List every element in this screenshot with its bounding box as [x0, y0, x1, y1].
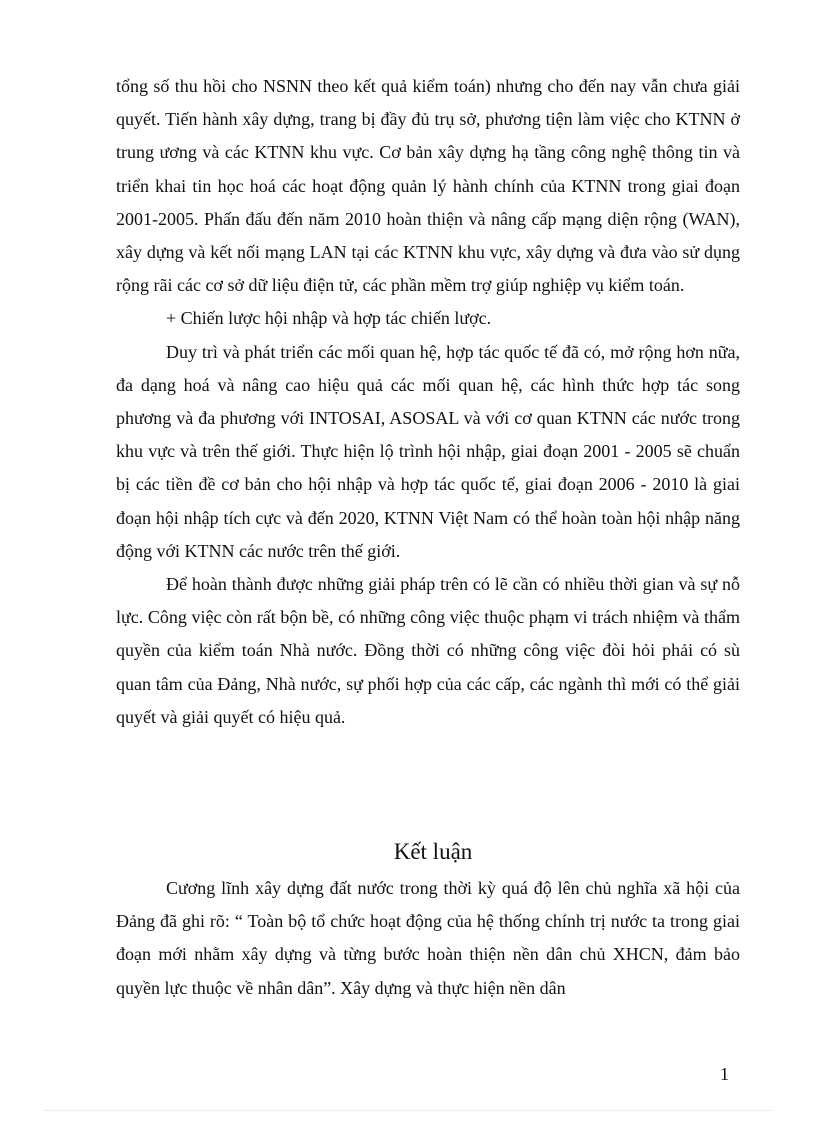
- conclusion-heading: Kết luận: [393, 839, 473, 865]
- paragraph-strategy-heading: + Chiến lược hội nhập và hợp tác chiến lược.: [166, 308, 492, 329]
- page-bottom-rule: [44, 1110, 772, 1111]
- document-body: [116, 70, 740, 1005]
- paragraph-conclusion: Cương lĩnh xây dựng đất nước trong thời kỳ quá độ lên chủ nghĩa xã hội của Đảng đã ghi rõ: “ Toàn bộ tổ chức hoạt động của hệ thống chính trị nước ta trong giai đoạn mới nhằm xây dựng và từng bước hoàn thiện nền dân chủ XHCN, đảm bảo quyền lực thuộc về nhân dân”. Xây dựng và thực hiện nền dân: [116, 878, 740, 998]
- paragraph-international-cooperation: Duy trì và phát triển các mối quan hệ, hợp tác quốc tế đã có, mở rộng hơn nữa, đa dạng hoá và nâng cao hiệu quả các mối quan hệ, các hình thức hợp tác song phương và đa phương với INTOSAI, ASOSAL và với cơ quan KTNN các nước trong khu vực và trên thế giới. Thực hiện lộ trình hội nhập, giai đoạn 2001 - 2005 sẽ chuẩn bị các tiền đề cơ bản cho hội nhập và hợp tác quốc tế, giai đoạn 2006 - 2010 là giai đoạn hội nhập tích cực và đến 2020, KTNN Việt Nam có thể hoàn toàn hội nhập năng động với KTNN các nước trên thế giới.: [116, 341, 740, 561]
- paragraph-continuation: tổng số thu hồi cho NSNN theo kết quả kiểm toán) nhưng cho đến nay vẫn chưa giải quyết. Tiến hành xây dựng, trang bị đầy đủ trụ sở, phương tiện làm việc cho KTNN ở trung ương và các KTNN khu vực. Cơ bản xây dựng hạ tầng công nghệ thông tin và triển khai tin học hoá các hoạt động quản lý hành chính của KTNN trong giai đoạn 2001-2005. Phấn đấu đến năm 2010 hoàn thiện và nâng cấp mạng diện rộng (WAN), xây dựng và kết nối mạng LAN tại các KTNN khu vực, xây dựng và đưa vào sử dụng rộng rãi các cơ sở dữ liệu điện tử, các phần mềm trợ giúp nghiệp vụ kiểm toán.: [116, 76, 740, 296]
- page-number: 1: [720, 1064, 729, 1084]
- paragraph-solutions: Để hoàn thành được những giải pháp trên có lẽ cần có nhiều thời gian và sự nỗ lực. Công việc còn rất bộn bề, có những công việc thuộc phạm vi trách nhiệm và thẩm quyền của kiểm toán Nhà nước. Đồng thời có những công việc đòi hỏi phải có sù quan tâm của Đảng, Nhà nước, sự phối hợp của các cấp, các ngành thì mới có thể giải quyết và giải quyết có hiệu quả.: [116, 574, 740, 727]
- section-spacer: [116, 734, 740, 832]
